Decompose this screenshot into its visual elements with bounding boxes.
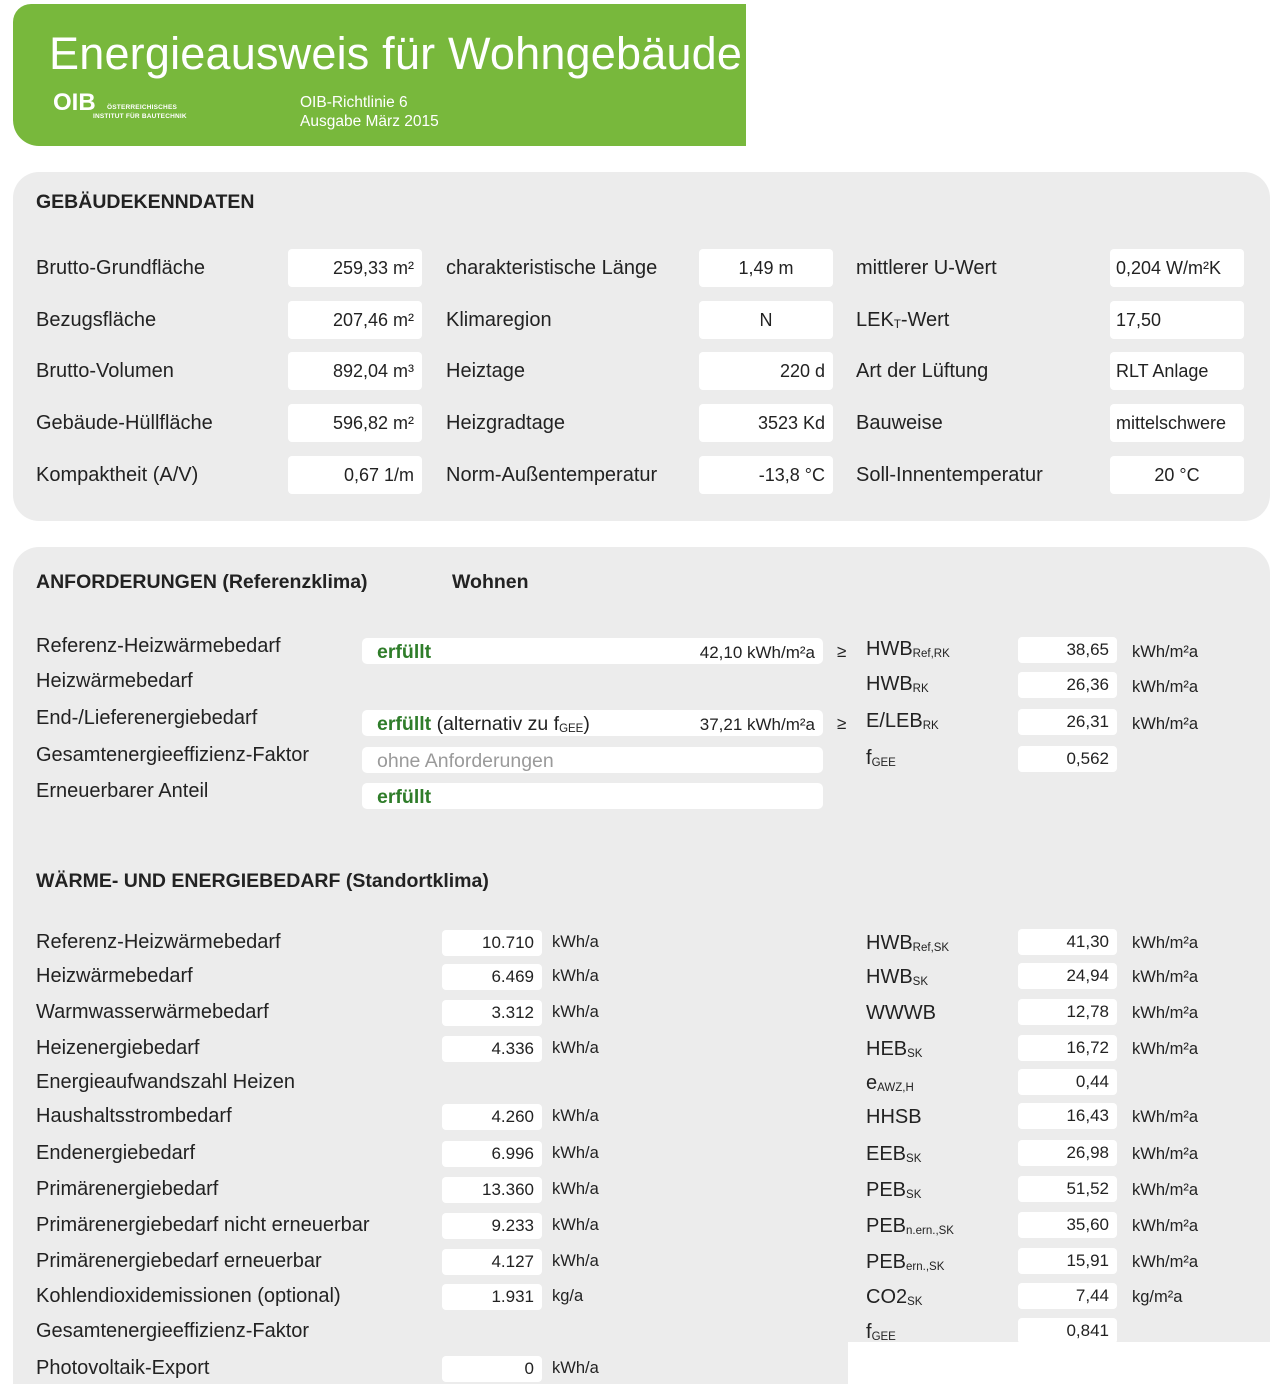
wb-absolute-unit: kWh/a	[552, 1252, 599, 1270]
gk-label: Kompaktheit (A/V)	[36, 464, 199, 486]
wb-specific-value: 16,72	[1018, 1035, 1117, 1061]
wb-symbol: fGEE	[866, 1321, 896, 1343]
wb-absolute-value: 10.710	[442, 930, 542, 956]
anf-status-field	[362, 710, 823, 736]
wb-label: Energieaufwandszahl Heizen	[36, 1071, 296, 1093]
wb-absolute-value: 13.360	[442, 1177, 542, 1203]
gk-value: 207,46 m²	[288, 301, 422, 339]
wb-specific-value: 7,44	[1018, 1283, 1117, 1309]
gebaeudekenndaten-title: GEBÄUDEKENNDATEN	[36, 191, 255, 213]
wb-specific-unit: kWh/m²a	[1132, 934, 1198, 952]
svg-text:OIB: OIB	[53, 90, 96, 116]
anf-label: Gesamtenergieeffizienz-Faktor	[36, 744, 310, 766]
wb-specific-unit: kWh/m²a	[1132, 1253, 1198, 1271]
gk-label: Norm-Außentemperatur	[446, 464, 658, 486]
anf-unit: kWh/m²a	[1132, 715, 1198, 733]
guideline-info	[300, 93, 439, 131]
anforderungen-usage: Wohnen	[452, 571, 529, 593]
gk-value: -13,8 °C	[699, 456, 833, 494]
wb-symbol: HEBSK	[866, 1038, 923, 1060]
gk-value: 17,50	[1110, 301, 1244, 339]
wb-label: Haushaltsstrombedarf	[36, 1105, 232, 1127]
wb-specific-value: 0,44	[1018, 1069, 1117, 1095]
anforderungen-title: ANFORDERUNGEN (Referenzklima)	[36, 571, 368, 593]
anf-unit: kWh/m²a	[1132, 678, 1198, 696]
wb-absolute-value: 6.469	[442, 964, 542, 990]
gk-value: RLT Anlage	[1110, 352, 1244, 390]
wb-absolute-unit: kWh/a	[552, 1359, 599, 1377]
wb-symbol: HHSB	[866, 1106, 922, 1128]
anf-symbol: HWBRK	[866, 673, 929, 695]
wb-label: Heizenergiebedarf	[36, 1037, 200, 1059]
gk-value: 892,04 m³	[288, 352, 422, 390]
org-line-2: INSTITUT FÜR BAUTECHNIK	[93, 113, 187, 120]
anf-value: 26,36	[1018, 672, 1117, 698]
wb-specific-value: 35,60	[1018, 1212, 1117, 1238]
geq-symbol: ≥	[837, 714, 847, 733]
wb-symbol: EEBSK	[866, 1143, 922, 1165]
gk-label: Soll-Innentemperatur	[856, 464, 1043, 486]
gk-label: mittlerer U-Wert	[856, 257, 997, 279]
anf-label: End-/Lieferenergiebedarf	[36, 707, 258, 729]
anf-status-field	[362, 638, 823, 664]
gk-label: Heizgradtage	[446, 412, 565, 434]
wb-absolute-unit: kWh/a	[552, 967, 599, 985]
wb-specific-value: 16,43	[1018, 1103, 1117, 1129]
anf-value: 0,562	[1018, 746, 1117, 772]
anf-status-field	[362, 747, 823, 773]
gk-label: Brutto-Volumen	[36, 360, 174, 382]
gk-value: 259,33 m²	[288, 249, 422, 287]
anf-label: Heizwärmebedarf	[36, 670, 193, 692]
wb-specific-unit: kWh/m²a	[1132, 968, 1198, 986]
anf-value: 26,31	[1018, 709, 1117, 735]
wb-absolute-unit: kWh/a	[552, 1144, 599, 1162]
wb-specific-value: 12,78	[1018, 999, 1117, 1025]
wb-absolute-value: 4.127	[442, 1249, 542, 1275]
anf-requirement: 42,10 kWh/m²a	[699, 643, 815, 662]
wb-symbol: PEBern.,SK	[866, 1251, 945, 1273]
wb-specific-value: 0,841	[1018, 1318, 1117, 1344]
anf-status-text: ohne Anforderungen	[377, 750, 554, 772]
wb-absolute-value: 4.336	[442, 1036, 542, 1062]
gk-value: 20 °C	[1110, 456, 1244, 494]
anf-status-text: erfüllt	[377, 641, 432, 663]
wb-absolute-value: 9.233	[442, 1213, 542, 1239]
wb-absolute-unit: kWh/a	[552, 933, 599, 951]
wb-absolute-unit: kWh/a	[552, 1039, 599, 1057]
guideline-name: OIB-Richtlinie 6	[300, 94, 408, 111]
wb-symbol: PEBSK	[866, 1179, 922, 1201]
wb-absolute-value: 1.931	[442, 1284, 542, 1310]
wb-label: Gesamtenergieeffizienz-Faktor	[36, 1320, 310, 1342]
wb-symbol: HWBRef,SK	[866, 932, 950, 954]
waerme-title: WÄRME- UND ENERGIEBEDARF (Standortklima)	[36, 870, 489, 892]
anf-status-field	[362, 783, 823, 809]
anf-requirement: 37,21 kWh/m²a	[699, 715, 815, 734]
gk-label: Gebäude-Hüllfläche	[36, 412, 213, 434]
gk-value: 596,82 m²	[288, 404, 422, 442]
wb-specific-value: 51,52	[1018, 1176, 1117, 1202]
gk-value: mittelschwere	[1110, 404, 1244, 442]
anf-status-text: erfüllt (alternativ zu fGEE)	[377, 713, 590, 735]
wb-label: Warmwasserwärmebedarf	[36, 1001, 269, 1023]
wb-specific-unit: kWh/m²a	[1132, 1108, 1198, 1126]
wb-specific-unit: kWh/m²a	[1132, 1040, 1198, 1058]
wb-label: Endenergiebedarf	[36, 1142, 196, 1164]
gk-label: charakteristische Länge	[446, 257, 658, 279]
wb-symbol: CO2SK	[866, 1286, 923, 1308]
gk-label: Art der Lüftung	[856, 360, 989, 382]
wb-label: Primärenergiebedarf	[36, 1178, 219, 1200]
anf-symbol: fGEE	[866, 747, 896, 769]
gk-label: Bezugsfläche	[36, 309, 157, 331]
wb-absolute-unit: kWh/a	[552, 1216, 599, 1234]
wb-label: Primärenergiebedarf erneuerbar	[36, 1250, 322, 1272]
wb-absolute-unit: kg/a	[552, 1287, 584, 1305]
geq-symbol: ≥	[837, 642, 847, 661]
wb-absolute-unit: kWh/a	[552, 1003, 599, 1021]
anf-label: Referenz-Heizwärmebedarf	[36, 635, 281, 657]
gk-label: Brutto-Grundfläche	[36, 257, 205, 279]
bottom-right-blank	[848, 1342, 1280, 1384]
wb-specific-unit: kWh/m²a	[1132, 1145, 1198, 1163]
anf-symbol: HWBRef,RK	[866, 638, 950, 660]
wb-label: Primärenergiebedarf nicht erneuerbar	[36, 1214, 370, 1236]
gk-value: 3523 Kd	[699, 404, 833, 442]
wb-symbol: WWWB	[866, 1002, 936, 1024]
wb-absolute-value: 4.260	[442, 1104, 542, 1130]
lek-label: LEKT-Wert	[856, 309, 950, 331]
anf-label: Erneuerbarer Anteil	[36, 780, 209, 802]
gk-value: N	[699, 301, 833, 339]
gk-label: Klimaregion	[446, 309, 552, 331]
wb-absolute-unit: kWh/a	[552, 1107, 599, 1125]
anf-value: 38,65	[1018, 637, 1117, 663]
wb-label: Photovoltaik-Export	[36, 1357, 210, 1379]
wb-symbol: eAWZ,H	[866, 1072, 914, 1094]
wb-label: Heizwärmebedarf	[36, 965, 193, 987]
wb-absolute-value: 6.996	[442, 1141, 542, 1167]
gk-label: Bauweise	[856, 412, 943, 434]
document-header	[13, 4, 746, 146]
anf-status-text: erfüllt	[377, 786, 432, 808]
gk-value: 0,204 W/m²K	[1110, 249, 1244, 287]
gk-value: 220 d	[699, 352, 833, 390]
gk-value: 1,49 m	[699, 249, 833, 287]
wb-absolute-unit: kWh/a	[552, 1180, 599, 1198]
gk-label: Heiztage	[446, 360, 525, 382]
wb-specific-value: 24,94	[1018, 963, 1117, 989]
wb-specific-unit: kWh/m²a	[1132, 1004, 1198, 1022]
gk-value: 0,67 1/m	[288, 456, 422, 494]
anf-unit: kWh/m²a	[1132, 643, 1198, 661]
wb-absolute-value: 0	[442, 1356, 542, 1382]
wb-label: Referenz-Heizwärmebedarf	[36, 931, 281, 953]
wb-specific-value: 26,98	[1018, 1140, 1117, 1166]
wb-specific-value: 41,30	[1018, 929, 1117, 955]
wb-symbol: HWBSK	[866, 966, 929, 988]
wb-specific-value: 15,91	[1018, 1248, 1117, 1274]
wb-specific-unit: kWh/m²a	[1132, 1217, 1198, 1235]
anf-symbol: E/LEBRK	[866, 710, 939, 732]
wb-label: Kohlendioxidemissionen (optional)	[36, 1285, 341, 1307]
wb-absolute-value: 3.312	[442, 1000, 542, 1026]
document-title: Energieausweis für Wohngebäude	[49, 28, 743, 79]
wb-symbol: PEBn.ern.,SK	[866, 1215, 954, 1237]
guideline-edition: Ausgabe März 2015	[300, 113, 439, 130]
wb-specific-unit: kg/m²a	[1132, 1288, 1183, 1306]
wb-specific-unit: kWh/m²a	[1132, 1181, 1198, 1199]
org-line-1: ÖSTERREICHISCHES	[107, 104, 178, 111]
